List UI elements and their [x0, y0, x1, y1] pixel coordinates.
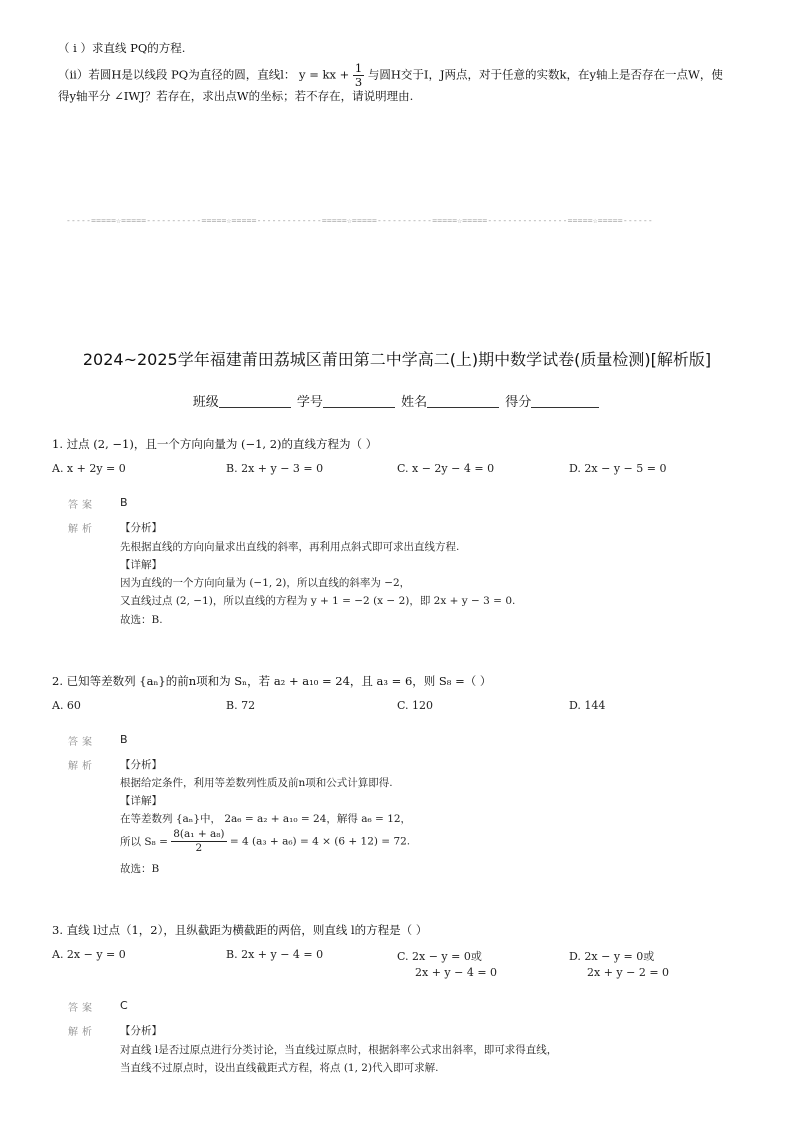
question-3-option-c-line2: 2x + y − 4 = 0 — [415, 966, 498, 979]
q2-sum-fraction — [171, 828, 226, 855]
question-2-answer-label: 答案 — [68, 737, 96, 748]
question-2-option-d[interactable]: D. 144 — [569, 699, 606, 712]
name-label: 姓名 — [401, 395, 428, 410]
prev-question-part-i: （ i ）求直线 PQ的方程. — [58, 41, 186, 55]
question-3-answer-label: 答案 — [68, 1003, 96, 1014]
q1-line-4: 因为直线的一个方向向量为 (−1, 2)，所以直线的斜率为 −2， — [120, 577, 411, 589]
q1-line-2: 先根据直线的方向向量求出直线的斜率，再利用点斜式即可求出直线方程. — [120, 541, 460, 553]
question-1-answer: B — [120, 496, 128, 509]
q3-line-3: 当直线不过原点时，设出直线截距式方程，将点 (1, 2)代入即可求解. — [120, 1062, 439, 1074]
prev-ii-text-a: （ii）若圆H是以线段 PQ为直径的圆，直线l： y = kx + — [58, 67, 350, 82]
question-1-option-d[interactable]: D. 2x − y − 5 = 0 — [569, 462, 667, 475]
q2-frac-num: 8(a₁ + a₈) — [173, 828, 225, 840]
prev-question-part-ii-cont: 得y轴平分 ∠IWJ？若存在，求出点W的坐标；若不存在，请说明理由. — [58, 89, 414, 103]
question-1-option-b[interactable]: B. 2x + y − 3 = 0 — [226, 462, 324, 475]
question-3-stem: 3. 直线 l过点（1，2），且纵截距为横截距的两倍，则直线 l的方程是（ ） — [52, 923, 428, 937]
q2-frac-den: 2 — [195, 842, 203, 854]
q3-line-2: 对直线 l是否过原点进行分类讨论，当直线过原点时，根据斜率公式求出斜率，即可求得直线， — [120, 1044, 558, 1056]
question-3-option-d-line2: 2x + y − 2 = 0 — [587, 966, 670, 979]
question-2-option-c[interactable]: C. 120 — [397, 699, 434, 712]
question-3-answer: C — [120, 999, 128, 1012]
question-3-analysis-label: 解析 — [68, 1027, 96, 1038]
q2-line-5-suffix: = 4 (a₃ + a₆) = 4 × (6 + 12) = 72. — [229, 835, 411, 848]
q3-line-1: 【分析】 — [120, 1025, 162, 1037]
question-1-stem: 1. 过点 (2, −1)，且一个方向向量为 (−1, 2)的直线方程为（ ） — [52, 437, 378, 451]
score-label: 得分 — [505, 395, 532, 410]
question-3-option-c[interactable]: C. 2x − y = 0或 — [397, 950, 482, 963]
question-1-option-c[interactable]: C. x − 2y − 4 = 0 — [397, 462, 495, 475]
student-info-row — [0, 391, 794, 410]
question-1-answer-label: 答案 — [68, 500, 96, 511]
number-blank[interactable] — [323, 395, 395, 408]
q1-line-6: 故选：B. — [120, 614, 163, 626]
q2-line-6: 故选：B — [120, 863, 160, 875]
prev-ii-frac-num: 1 — [354, 61, 363, 75]
q2-line-1: 【分析】 — [120, 759, 162, 771]
q1-line-1: 【分析】 — [120, 522, 162, 534]
q2-line-5 — [120, 828, 410, 855]
prev-ii-text-b: 与圆H交于I，J两点，对于任意的实数k，在y轴上是否存在一点W，使 — [367, 67, 723, 82]
name-blank[interactable] — [427, 395, 499, 408]
question-2-analysis-label: 解析 — [68, 761, 96, 772]
question-1-option-a[interactable]: A. x + 2y = 0 — [52, 462, 126, 475]
q1-line-3: 【详解】 — [120, 559, 162, 571]
class-label: 班级 — [192, 395, 219, 410]
question-3-option-a[interactable]: A. 2x − y = 0 — [52, 948, 126, 961]
class-blank[interactable] — [219, 395, 291, 408]
question-1-analysis-label: 解析 — [68, 524, 96, 535]
question-3-option-d[interactable]: D. 2x − y = 0或 — [569, 950, 655, 963]
prev-ii-frac-den: 3 — [354, 75, 363, 89]
prev-question-part-ii — [58, 62, 723, 89]
q2-line-2: 根据给定条件，利用等差数列性质及前n项和公式计算即得. — [120, 777, 393, 789]
prev-ii-fraction — [353, 62, 364, 89]
question-2-stem: 2. 已知等差数列 {aₙ}的前n项和为 Sₙ，若 a₂ + a₁₀ = 24，且 a₃ = 6，则 S₈ =（ ） — [52, 674, 492, 688]
q2-line-5-prefix: 所以 S₈ = — [120, 836, 168, 848]
question-3-option-b[interactable]: B. 2x + y − 4 = 0 — [226, 948, 324, 961]
q1-line-5: 又直线过点 (2, −1)，所以直线的方程为 y + 1 = −2 (x − 2)，即 2x + y − 3 = 0. — [120, 595, 516, 607]
exam-title: 2024~2025学年福建莆田荔城区莆田第二中学高二(上)期中数学试卷(质量检测)[解析版] — [82, 350, 712, 369]
question-2-answer: B — [120, 733, 128, 746]
q2-line-4: 在等差数列 {aₙ}中， 2a₆ = a₂ + a₁₀ = 24，解得 a₆ = 12， — [120, 813, 412, 825]
question-2-option-a[interactable]: A. 60 — [52, 699, 81, 712]
number-label: 学号 — [296, 395, 323, 410]
page-separator: -----=====☆=====-----------=====☆=====-------------=====☆=====-----------=====☆=====----------------=====☆=====------ — [66, 216, 653, 225]
q2-line-3: 【详解】 — [120, 795, 162, 807]
score-blank[interactable] — [531, 395, 599, 408]
question-2-option-b[interactable]: B. 72 — [226, 699, 256, 712]
